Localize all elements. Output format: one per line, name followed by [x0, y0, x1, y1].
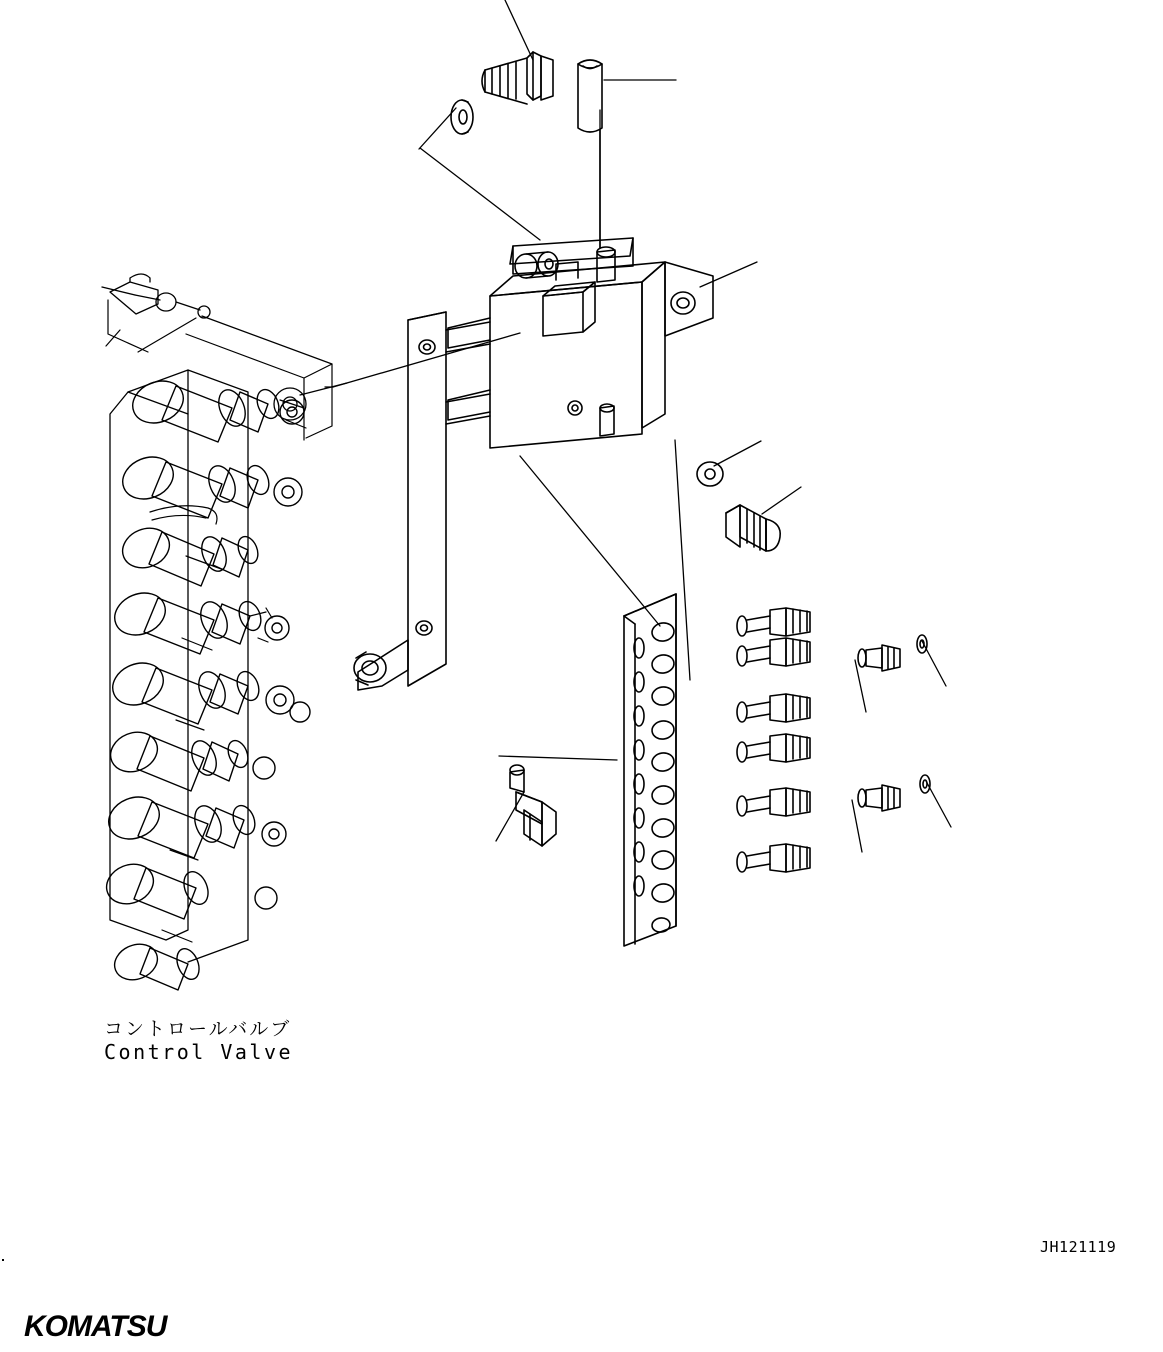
bracket-arm: [354, 312, 490, 690]
washer-upper-part: [451, 100, 473, 134]
solenoid-bracket-assembly: [448, 130, 713, 448]
spacer-sleeve-part: [578, 60, 602, 132]
corner-registration-mark: [2, 1259, 4, 1261]
komatsu-logo: KOMATSU: [24, 1310, 167, 1343]
bolt-lower-part: [726, 505, 780, 551]
washer-lower-part: [697, 462, 723, 486]
fitting-row: [737, 608, 930, 872]
drawing-code: JH121119: [1040, 1238, 1117, 1256]
control-valve-label-en: Control Valve: [104, 1040, 294, 1064]
callout-leaders: [102, 0, 951, 852]
control-valve-assembly: [101, 274, 332, 990]
manifold-block: [624, 594, 676, 946]
bolt-upper-part: [482, 52, 553, 104]
control-valve-label-jp: コントロールバルブ: [104, 1018, 292, 1040]
